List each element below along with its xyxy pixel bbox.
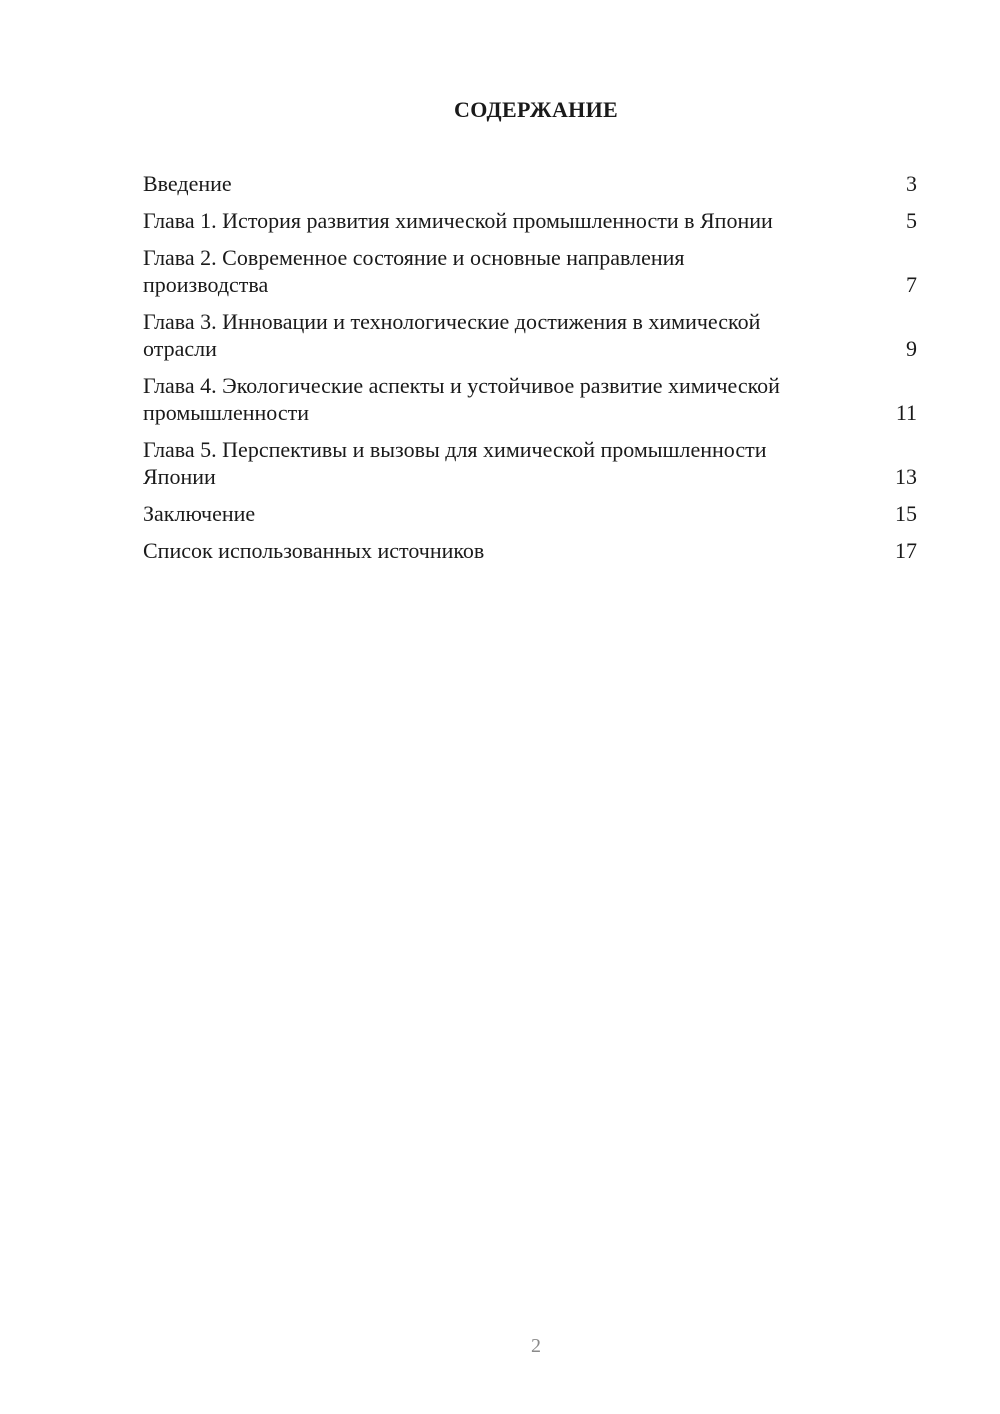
toc-entry-text: Глава 4. Экологические аспекты и устойчивое развитие химической промышленности	[143, 373, 780, 425]
toc-entry-page: 11	[895, 400, 917, 425]
toc-entry-chapter-2	[143, 244, 919, 298]
toc-entry-page: 3	[906, 171, 917, 196]
toc-entry-chapter-4	[143, 372, 919, 426]
toc-entry-page: 5	[906, 208, 917, 233]
toc-entry-chapter-1	[143, 207, 919, 234]
toc-entry-text: Глава 1. История развития химической промышленности в Японии	[143, 208, 773, 233]
toc-entry-page: 17	[895, 538, 917, 563]
toc-entry-chapter-3	[143, 308, 919, 362]
toc-entry-text: Введение	[143, 171, 232, 196]
toc-entry-introduction	[143, 170, 919, 197]
table-of-contents	[143, 170, 919, 574]
toc-entry-references	[143, 537, 919, 564]
toc-entry-chapter-5	[143, 436, 919, 490]
toc-entry-text: Глава 2. Современное состояние и основные направления производства	[143, 245, 685, 297]
toc-entry-page: 13	[895, 464, 917, 489]
page-number: 2	[531, 1335, 541, 1357]
toc-entry-page: 15	[895, 501, 917, 526]
page-title: СОДЕРЖАНИЕ	[454, 97, 618, 122]
toc-entry-page: 9	[906, 336, 917, 361]
toc-entry-text: Заключение	[143, 501, 256, 526]
toc-entry-text: Глава 3. Инновации и технологические достижения в химической отрасли	[143, 309, 761, 361]
toc-entry-text: Глава 5. Перспективы и вызовы для химической промышленности Японии	[143, 437, 767, 489]
toc-entry-conclusion	[143, 500, 919, 527]
toc-entry-page: 7	[906, 272, 917, 297]
toc-entry-text: Список использованных источников	[143, 538, 485, 563]
